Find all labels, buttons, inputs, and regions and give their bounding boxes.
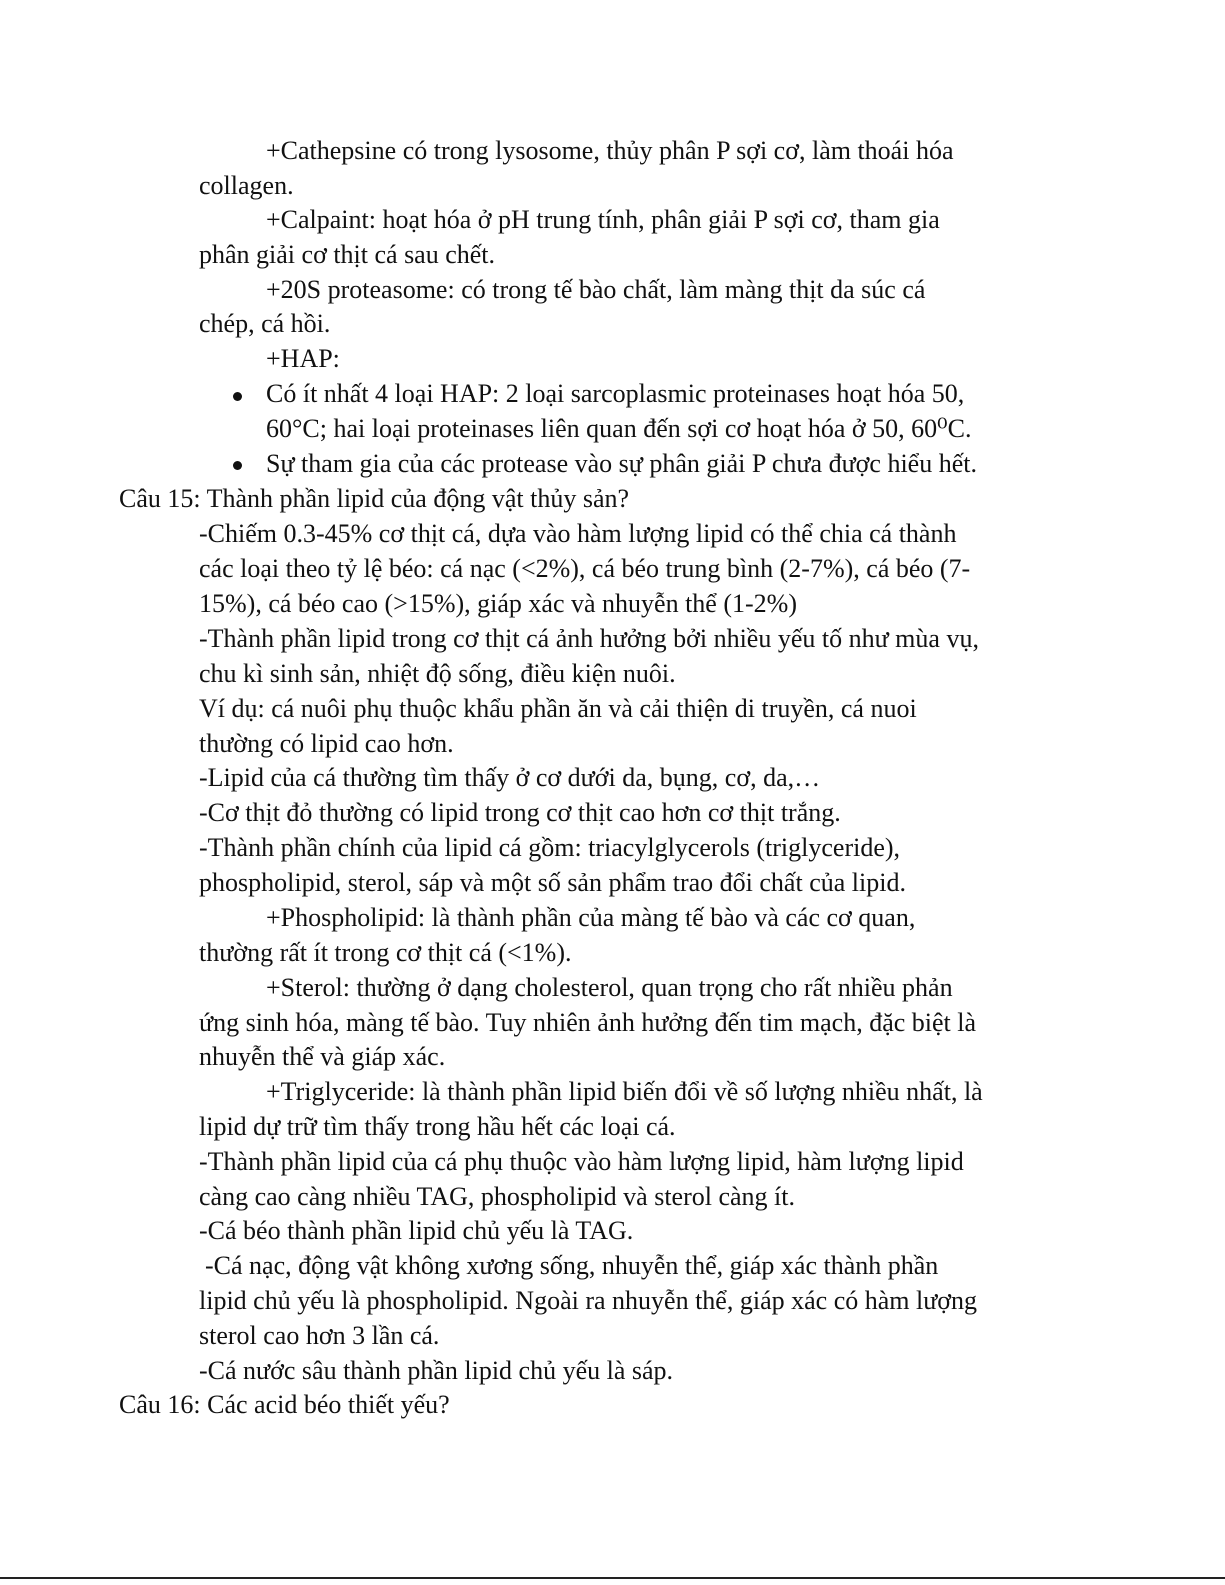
text-line: -Thành phần lipid trong cơ thịt cá ảnh hưởng bởi nhiều yếu tố như mùa vụ, — [199, 624, 979, 653]
text-line: các loại theo tỷ lệ béo: cá nạc (<2%), cá béo trung bình (2-7%), cá béo (7- — [199, 554, 971, 583]
text-line: -Cá béo thành phần lipid chủ yếu là TAG. — [199, 1216, 634, 1245]
text-line: -Cá nạc, động vật không xương sống, nhuyễn thể, giáp xác thành phần — [205, 1251, 939, 1280]
text-line: -Thành phần lipid của cá phụ thuộc vào hàm lượng lipid, hàm lượng lipid — [199, 1147, 964, 1176]
text-line: +20S proteasome: có trong tế bào chất, làm màng thịt da súc cá — [266, 275, 926, 304]
text-line: +Triglyceride: là thành phần lipid biến đổi về số lượng nhiều nhất, là — [266, 1077, 983, 1106]
text-line: nhuyễn thể và giáp xác. — [199, 1042, 446, 1071]
page-bottom-rule — [0, 1577, 1225, 1579]
text-line: lipid dự trữ tìm thấy trong hầu hết các loại cá. — [199, 1112, 676, 1141]
text-line: collagen. — [199, 171, 294, 200]
text-line: thường rất ít trong cơ thịt cá (<1%). — [199, 938, 572, 967]
text-line: lipid chủ yếu là phospholipid. Ngoài ra nhuyễn thể, giáp xác có hàm lượng — [199, 1286, 978, 1315]
text-line: +Sterol: thường ở dạng cholesterol, quan trọng cho rất nhiều phản — [266, 973, 953, 1002]
text-line: -Thành phần chính của lipid cá gồm: triacylglycerols (triglyceride), — [199, 833, 901, 862]
text-line: -Lipid của cá thường tìm thấy ở cơ dưới da, bụng, cơ, da,… — [199, 763, 821, 792]
text-line: 15%), cá béo cao (>15%), giáp xác và nhuyễn thể (1-2%) — [199, 589, 797, 618]
question-heading: Câu 16: Các acid béo thiết yếu? — [119, 1390, 450, 1419]
bullet-item: Sự tham gia của các protease vào sự phân giải P chưa được hiểu hết. — [266, 449, 977, 478]
text-line: sterol cao hơn 3 lần cá. — [199, 1321, 440, 1350]
text-line: chép, cá hồi. — [199, 309, 331, 338]
text-line: Ví dụ: cá nuôi phụ thuộc khẩu phần ăn và cải thiện di truyền, cá nuoi — [199, 694, 917, 723]
question-heading: Câu 15: Thành phần lipid của động vật thủy sản? — [119, 484, 630, 513]
text-line: càng cao càng nhiều TAG, phospholipid và sterol càng ít. — [199, 1182, 796, 1211]
text-line: phospholipid, sterol, sáp và một số sản phẩm trao đổi chất của lipid. — [199, 868, 906, 897]
text-line: ứng sinh hóa, màng tế bào. Tuy nhiên ảnh hưởng đến tim mạch, đặc biệt là — [199, 1008, 977, 1037]
text-line: thường có lipid cao hơn. — [199, 729, 454, 758]
text-line: chu kì sinh sản, nhiệt độ sống, điều kiện nuôi. — [199, 659, 676, 688]
text-line: +Calpaint: hoạt hóa ở pH trung tính, phân giải P sợi cơ, tham gia — [266, 205, 940, 234]
bullet-icon — [233, 392, 242, 401]
text-line: phân giải cơ thịt cá sau chết. — [199, 240, 496, 269]
text-line: +Phospholipid: là thành phần của màng tế bào và các cơ quan, — [266, 903, 916, 932]
text-line: -Cá nước sâu thành phần lipid chủ yếu là sáp. — [199, 1356, 674, 1385]
bullet-icon — [233, 461, 242, 470]
text-line: -Cơ thịt đỏ thường có lipid trong cơ thịt cao hơn cơ thịt trắng. — [199, 798, 841, 827]
text-line: 60°C; hai loại proteinases liên quan đến sợi cơ hoạt hóa ở 50, 60⁰C. — [266, 414, 972, 443]
bullet-item: Có ít nhất 4 loại HAP: 2 loại sarcoplasmic proteinases hoạt hóa 50, — [266, 379, 965, 408]
text-line: +Cathepsine có trong lysosome, thủy phân P sợi cơ, làm thoái hóa — [266, 136, 954, 165]
text-line: +HAP: — [266, 344, 340, 373]
text-line: -Chiếm 0.3-45% cơ thịt cá, dựa vào hàm lượng lipid có thể chia cá thành — [199, 519, 957, 548]
